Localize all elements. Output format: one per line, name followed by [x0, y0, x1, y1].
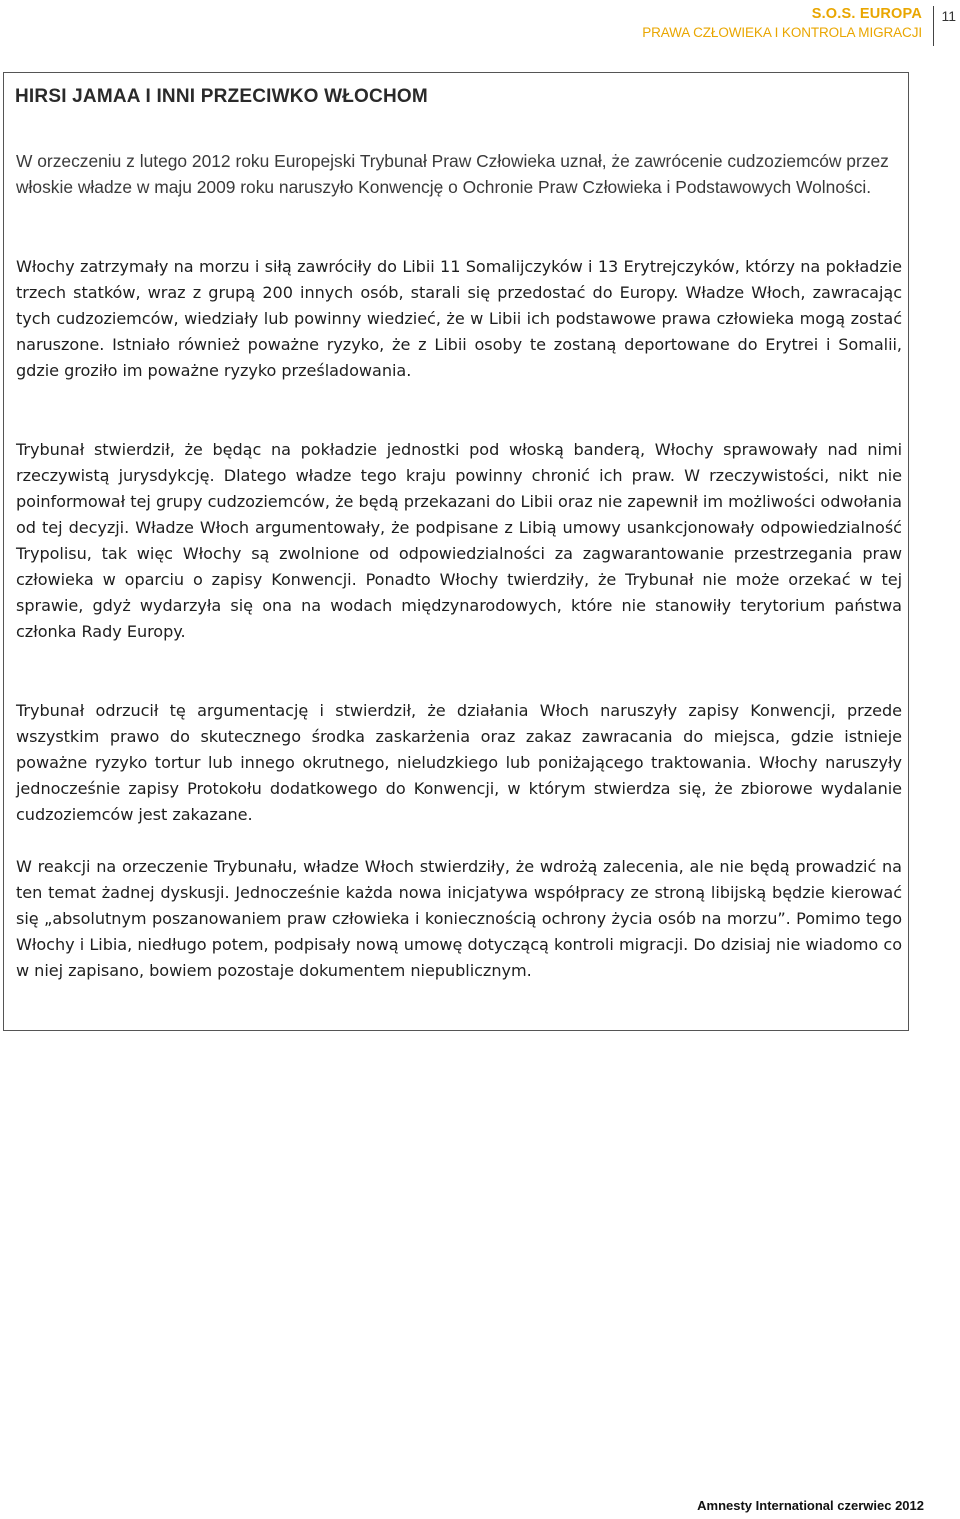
paragraph-1: Włochy zatrzymały na morzu i siłą zawróciły do Libii 11 Somalijczyków i 13 Erytrejczyków, którzy na pokładzie trzech statków, wraz z grupą 200 innych osób, starali się przedostać do Europy. Władze Włoch, zawracając tych cudzoziemców, wiedziały lub powinny wiedzieć, że w Libii ich podstawowe prawa człowieka mogą zostać naruszone. Istniało również poważne ryzyko, że z Libii osoby te zostaną deportowane do Erytrei i Somalii, gdzie groziło im poważne ryzyko prześladowania.	[16, 257, 902, 380]
header-subtitle: PRAWA CZŁOWIEKA I KONTROLA MIGRACJI	[642, 25, 922, 40]
page-header	[0, 6, 960, 50]
paragraph-4: W reakcji na orzeczenie Trybunału, władze Włoch stwierdziły, że wdrożą zalecenia, ale nie będą prowadzić na ten temat żadnej dyskusji. Jednocześnie każda nowa inicjatywa współpracy ze stroną libijską będzie kierować się „absolutnym poszanowaniem praw człowieka i koniecznością ochrony życia osób na morzu”. Pomimo tego Włochy i Libia, niedługo potem, podpisały nową umowę dotyczącą kontroli migracji. Do dzisiaj nie wiadomo co w niej zapisano, bowiem pozostaje dokumentem niepublicznym.	[16, 857, 902, 980]
paragraph-2: Trybunał stwierdził, że będąc na pokładzie jednostki pod włoską banderą, Włochy sprawowały nad nimi rzeczywistą jurysdykcję. Dlatego władze tego kraju powinny chronić ich praw. W rzeczywistości, nikt nie poinformował tej grupy cudzoziemców, że będą przekazani do Libii oraz nie zapewnił im możliwości odwołania od tej decyzji. Władze Włoch argumentowały, że podpisane z Libią umowy usankcjonowały odpowiedzialność Trypolisu, tak więc Włochy są zwolnione od odpowiedzialności za zagwarantowanie przestrzegania praw człowieka w oparciu o zapisy Konwencji. Ponadto Włochy twierdziły, że Trybunał nie może orzekać w tej sprawie, gdyż wydarzyła się ona na wodach międzynarodowych, które nie stanowiły terytorium państwa członka Rady Europy.	[16, 440, 902, 641]
header-titles	[642, 6, 922, 43]
header-divider	[933, 6, 934, 46]
page-number: 11	[941, 8, 956, 24]
box-title: HIRSI JAMAA I INNI PRZECIWKO WŁOCHOM	[15, 86, 428, 107]
case-box	[3, 72, 909, 1031]
box-intro: W orzeczeniu z lutego 2012 roku Europejski Trybunał Praw Człowieka uznał, że zawrócenie cudzoziemców przez włoskie władze w maju 2009 roku naruszyło Konwencję o Ochronie Praw Człowieka i Podstawowych Wolności.	[16, 151, 889, 197]
paragraph-3: Trybunał odrzucił tę argumentację i stwierdził, że działania Włoch naruszyły zapisy Konwencji, przede wszystkim prawo do skutecznego środka zaskarżenia oraz zakaz zawracania do miejsca, gdzie istnieje poważne ryzyko tortur lub innego okrutnego, nieludzkiego lub poniżającego traktowania. Włochy naruszyły jednocześnie zapisy Protokołu dodatkowego do Konwencji, w którym stwierdza się, że zbiorowe wydalanie cudzoziemców jest zakazane.	[16, 701, 902, 824]
header-title: S.O.S. EUROPA	[811, 6, 922, 22]
page-footer: Amnesty International czerwiec 2012	[697, 1498, 924, 1513]
